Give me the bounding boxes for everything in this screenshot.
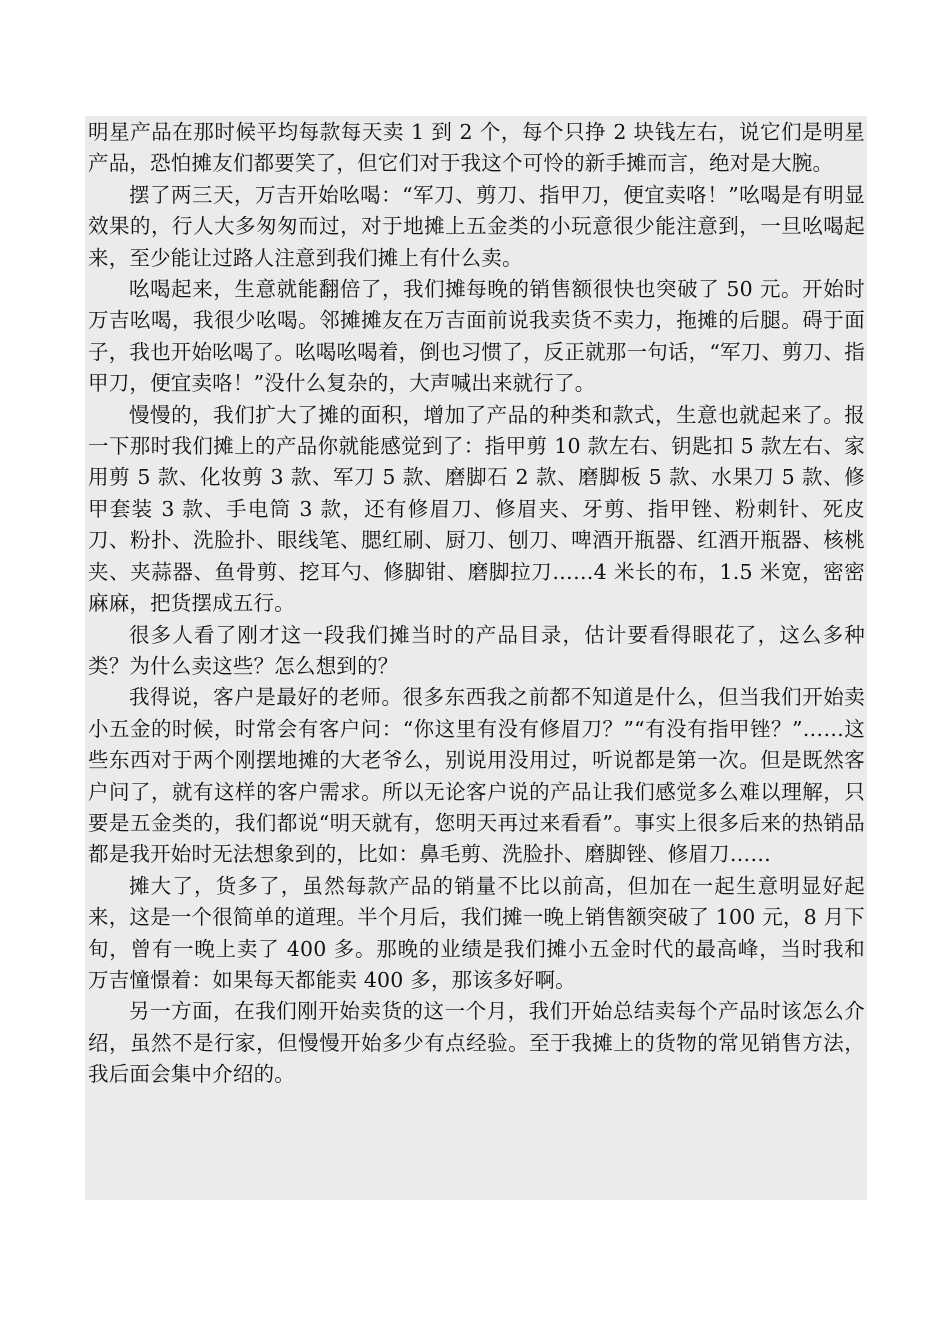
paragraph-8: 另一方面，在我们刚开始卖货的这一个月，我们开始总结卖每个产品时该怎么介绍，虽然不是行家，但慢慢开始多少有点经验。至于我摊上的货物的常见销售方法，我后面会集中介绍的。 <box>88 999 865 1087</box>
paragraph-1: 明星产品在那时候平均每款每天卖 1 到 2 个，每个只挣 2 块钱左右，说它们是明星产品，恐怕摊友们都要笑了，但它们对于我这个可怜的新手摊而言，绝对是大腕。 <box>88 120 865 176</box>
paragraph-2: 摆了两三天，万吉开始吆喝：“军刀、剪刀、指甲刀，便宜卖咯！”吆喝是有明显效果的，行人大多匆匆而过，对于地摊上五金类的小玩意很少能注意到，一旦吆喝起来，至少能让过路人注意到我们摊上有什么卖。 <box>88 182 865 270</box>
paragraph-4: 慢慢的，我们扩大了摊的面积，增加了产品的种类和款式，生意也就起来了。报一下那时我们摊上的产品你就能感觉到了：指甲剪 10 款左右、钥匙扣 5 款左右、家用剪 5 款、化妆剪 3 款、军刀 5 款、磨脚石 2 款、磨脚板 5 款、水果刀 5 款、修甲套装 3 款、手电筒 3 款，还有修眉刀、修眉夹、牙剪、指甲锉、粉刺针、死皮刀、粉扑、洗脸扑、眼线笔、腮红刷、厨刀、刨刀、啤酒开瓶器、红酒开瓶器、核桃夹、夹蒜器、鱼骨剪、挖耳勺、修脚钳、磨脚拉刀……4 米长的布，1.5 米宽，密密麻麻，把货摆成五行。 <box>88 402 865 616</box>
paragraph-7: 摊大了，货多了，虽然每款产品的销量不比以前高，但加在一起生意明显好起来，这是一个很简单的道理。半个月后，我们摊一晚上销售额突破了 100 元，8 月下旬，曾有一晚上卖了 400 多。那晚的业绩是我们摊小五金时代的最高峰，当时我和万吉憧憬着：如果每天都能卖 400 多，那该多好啊。 <box>88 873 865 992</box>
document-page <box>85 116 867 1200</box>
paragraph-6: 我得说，客户是最好的老师。很多东西我之前都不知道是什么，但当我们开始卖小五金的时候，时常会有客户问：“你这里有没有修眉刀？”“有没有指甲锉？”……这些东西对于两个刚摆地摊的大老爷么，别说用没用过，听说都是第一次。但是既然客户问了，就有这样的客户需求。所以无论客户说的产品让我们感觉多么难以理解，只要是五金类的，我们都说“明天就有，您明天再过来看看”。事实上很多后来的热销品都是我开始时无法想象到的，比如：鼻毛剪、洗脸扑、磨脚锉、修眉刀…… <box>88 685 866 867</box>
paragraph-5: 很多人看了刚才这一段我们摊当时的产品目录，估计要看得眼花了，这么多种类？为什么卖这些？怎么想到的？ <box>88 622 865 678</box>
paragraph-3: 吆喝起来，生意就能翻倍了，我们摊每晚的销售额很快也突破了 50 元。开始时万吉吆喝，我很少吆喝。邻摊摊友在万吉面前说我卖货不卖力，拖摊的后腿。碍于面子，我也开始吆喝了。吆喝吆喝着，倒也习惯了，反正就那一句话，“军刀、剪刀、指甲刀，便宜卖咯！”没什么复杂的，大声喊出来就行了。 <box>88 277 865 396</box>
